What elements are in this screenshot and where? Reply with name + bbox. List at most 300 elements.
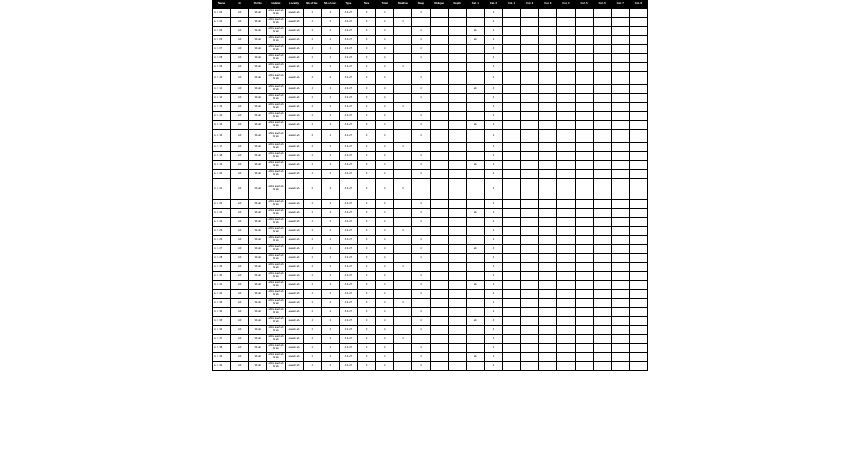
table-cell: 3 [358, 308, 376, 317]
table-cell [521, 112, 539, 121]
table-cell [448, 143, 466, 152]
row-name-cell: A. I. 39 [213, 353, 231, 362]
table-cell [430, 326, 448, 335]
table-cell: 3 [358, 227, 376, 236]
table-cell [575, 161, 593, 170]
table-cell: 4 [412, 94, 430, 103]
table-row [213, 152, 648, 161]
table-cell: 4 [303, 94, 321, 103]
table-cell: 33-ab [249, 299, 267, 308]
table-cell [466, 290, 484, 299]
table-cell [539, 317, 557, 326]
column-header: Name [213, 1, 231, 9]
table-cell: 33-ab [249, 272, 267, 281]
table-cell [412, 227, 430, 236]
table-header [213, 1, 648, 9]
table-cell [448, 63, 466, 72]
table-cell [593, 263, 611, 272]
table-cell [575, 27, 593, 36]
table-cell [430, 94, 448, 103]
table-cell [593, 254, 611, 263]
table-cell: 4 [376, 335, 394, 344]
table-cell: aaaeb ab [285, 308, 303, 317]
table-cell [611, 85, 629, 94]
row-name-cell: A. I. 26 [213, 236, 231, 245]
table-cell [394, 45, 412, 54]
table-cell: 4 [303, 152, 321, 161]
table-cell: 3 [358, 9, 376, 18]
table-cell [521, 317, 539, 326]
table-cell: aaaeb ab [285, 170, 303, 179]
table-cell [466, 218, 484, 227]
table-cell [448, 54, 466, 63]
table-cell [557, 236, 575, 245]
table-cell: 4.4-27 [339, 227, 357, 236]
table-cell: AF [231, 45, 249, 54]
table-cell: 33-ab [249, 263, 267, 272]
table-cell: 4 [484, 152, 502, 161]
table-cell: 4 [303, 54, 321, 63]
table-cell: 4 [484, 290, 502, 299]
table-cell: 4 [394, 103, 412, 112]
table-cell: 3 [358, 290, 376, 299]
column-header: Col. 1 [503, 1, 521, 9]
table-cell [448, 170, 466, 179]
row-name-cell: A. I. 31 [213, 281, 231, 290]
table-row [213, 143, 648, 152]
table-cell [557, 179, 575, 200]
table-cell: 4 [484, 94, 502, 103]
table-cell: 4 [303, 27, 321, 36]
table-cell [430, 272, 448, 281]
row-name-cell: A. I. 03 [213, 9, 231, 18]
table-cell [503, 112, 521, 121]
table-cell: 4 [412, 353, 430, 362]
table-cell [593, 85, 611, 94]
table-cell: 33-ab [249, 85, 267, 94]
table-cell [593, 290, 611, 299]
table-cell [539, 272, 557, 281]
table-row [213, 344, 648, 353]
table-cell [611, 308, 629, 317]
table-cell [466, 299, 484, 308]
table-cell [521, 335, 539, 344]
table-cell [394, 170, 412, 179]
table-cell: 4 [321, 218, 339, 227]
table-cell [466, 9, 484, 18]
table-cell [557, 218, 575, 227]
table-cell [557, 272, 575, 281]
table-cell [575, 45, 593, 54]
table-cell: 3 [358, 121, 376, 130]
row-name-cell: A. I. 27 [213, 245, 231, 254]
table-cell [466, 344, 484, 353]
table-cell: AF [231, 36, 249, 45]
row-name-cell: A. I. 22 [213, 200, 231, 209]
table-cell: AF [231, 227, 249, 236]
table-row [213, 179, 648, 200]
table-cell [629, 218, 647, 227]
table-cell [539, 143, 557, 152]
table-cell [629, 308, 647, 317]
table-cell [539, 209, 557, 218]
table-cell: ahbs aaef ab bf ab [267, 227, 285, 236]
table-cell: 33-ab [249, 121, 267, 130]
table-cell [521, 121, 539, 130]
table-cell [412, 299, 430, 308]
table-cell [521, 344, 539, 353]
table-cell [629, 94, 647, 103]
table-row [213, 272, 648, 281]
table-cell [503, 143, 521, 152]
table-cell: ahbs aaef ab bf ab [267, 209, 285, 218]
table-cell: aaaeb ab [285, 63, 303, 72]
table-cell [539, 9, 557, 18]
table-cell: ahbs aaef ab bf ab [267, 103, 285, 112]
table-cell [575, 112, 593, 121]
table-cell: 4 [376, 209, 394, 218]
table-cell: 4.4-27 [339, 353, 357, 362]
table-cell [448, 72, 466, 85]
table-cell [593, 344, 611, 353]
table-cell: 4 [394, 227, 412, 236]
table-cell: 3 [358, 254, 376, 263]
table-cell [430, 353, 448, 362]
table-cell: 4 [394, 179, 412, 200]
table-cell [593, 63, 611, 72]
table-cell [557, 27, 575, 36]
table-cell [539, 227, 557, 236]
table-cell: 4 [376, 27, 394, 36]
table-cell: aaaeb ab [285, 85, 303, 94]
table-cell [593, 245, 611, 254]
table-cell [394, 254, 412, 263]
table-cell [629, 179, 647, 200]
table-cell [466, 112, 484, 121]
column-header: Col. 7 [611, 1, 629, 9]
table-cell: 4 [321, 299, 339, 308]
table-cell [611, 326, 629, 335]
table-cell: 33-ab [249, 161, 267, 170]
table-cell: 4 [303, 85, 321, 94]
table-cell [593, 54, 611, 63]
table-cell: 33-ab [249, 308, 267, 317]
table-cell [629, 362, 647, 371]
table-cell [521, 263, 539, 272]
column-header: Deep [412, 1, 430, 9]
table-cell: 33-ab [249, 9, 267, 18]
table-cell [611, 103, 629, 112]
table-cell [430, 9, 448, 18]
table-cell: 4 [376, 200, 394, 209]
table-cell: 4.4-27 [339, 179, 357, 200]
table-cell: 4.4-27 [339, 281, 357, 290]
table-cell [466, 179, 484, 200]
table-cell [448, 326, 466, 335]
table-cell: 4 [303, 299, 321, 308]
table-cell [503, 254, 521, 263]
table-cell [629, 299, 647, 308]
table-cell [430, 218, 448, 227]
table-cell: 4 [412, 254, 430, 263]
table-row [213, 200, 648, 209]
column-header: Nb of nuc. [321, 1, 339, 9]
table-cell [448, 308, 466, 317]
table-cell [394, 272, 412, 281]
table-cell: 4 [376, 9, 394, 18]
table-cell [466, 72, 484, 85]
table-cell: ahbs aaef ab bf ab [267, 317, 285, 326]
table-cell: 4.4-27 [339, 27, 357, 36]
table-cell [611, 209, 629, 218]
table-cell [611, 227, 629, 236]
table-cell: 3 [358, 281, 376, 290]
table-cell [448, 263, 466, 272]
table-cell [593, 209, 611, 218]
table-cell [593, 308, 611, 317]
table-cell: ab [466, 161, 484, 170]
table-cell [557, 245, 575, 254]
column-header: Col. 6 [593, 1, 611, 9]
table-cell [448, 362, 466, 371]
table-row [213, 299, 648, 308]
table-cell [394, 72, 412, 85]
table-cell [466, 308, 484, 317]
table-cell [629, 45, 647, 54]
table-cell: AF [231, 72, 249, 85]
table-cell [557, 299, 575, 308]
table-row [213, 308, 648, 317]
table-cell: 33-ab [249, 94, 267, 103]
table-cell [394, 362, 412, 371]
table-cell [557, 121, 575, 130]
table-cell: 4 [376, 362, 394, 371]
table-cell: 4 [484, 27, 502, 36]
table-cell [629, 281, 647, 290]
table-cell: 3 [358, 326, 376, 335]
table-cell [557, 353, 575, 362]
table-cell [521, 200, 539, 209]
table-cell: aaaeb ab [285, 263, 303, 272]
table-cell: 4 [321, 63, 339, 72]
table-cell [503, 290, 521, 299]
table-cell [611, 200, 629, 209]
table-cell [593, 353, 611, 362]
table-row [213, 72, 648, 85]
table-cell: 4 [321, 85, 339, 94]
table-cell: 4.4-27 [339, 18, 357, 27]
table-cell: 4 [376, 299, 394, 308]
table-cell: AF [231, 130, 249, 143]
row-name-cell: A. I. 19 [213, 161, 231, 170]
table-cell: 4 [303, 317, 321, 326]
table-cell: 4 [484, 317, 502, 326]
table-cell: 4 [303, 353, 321, 362]
table-cell: 4.4-27 [339, 290, 357, 299]
row-name-cell: A. I. 30 [213, 272, 231, 281]
row-name-cell: A. I. 05 [213, 27, 231, 36]
column-header: Col. 3 [539, 1, 557, 9]
table-cell [557, 170, 575, 179]
table-row [213, 112, 648, 121]
table-cell: 4 [484, 103, 502, 112]
table-cell [430, 63, 448, 72]
table-cell: 4.4-27 [339, 245, 357, 254]
table-cell [503, 200, 521, 209]
table-cell [539, 335, 557, 344]
table-cell [557, 335, 575, 344]
table-cell: ahbs aaef ab bf ab [267, 72, 285, 85]
table-cell [503, 236, 521, 245]
table-cell [593, 9, 611, 18]
table-cell: 4 [303, 281, 321, 290]
table-cell: AF [231, 254, 249, 263]
table-cell [611, 272, 629, 281]
table-cell [394, 85, 412, 94]
table-cell: ahbs aaef ab bf ab [267, 245, 285, 254]
row-name-cell: A. I. 16 [213, 130, 231, 143]
table-cell [448, 130, 466, 143]
table-cell: 33-ab [249, 170, 267, 179]
table-cell: 3 [358, 200, 376, 209]
table-cell [557, 94, 575, 103]
table-cell [503, 27, 521, 36]
table-cell [448, 94, 466, 103]
table-cell [611, 72, 629, 85]
table-cell: AF [231, 18, 249, 27]
table-cell [593, 121, 611, 130]
table-cell [394, 121, 412, 130]
table-cell [557, 85, 575, 94]
table-cell: ahbs aaef ab bf ab [267, 326, 285, 335]
table-cell [611, 236, 629, 245]
table-cell [521, 36, 539, 45]
table-cell: 3 [358, 272, 376, 281]
table-cell [430, 317, 448, 326]
table-cell [466, 272, 484, 281]
table-cell: ahbs aaef ab bf ab [267, 335, 285, 344]
table-cell: ahbs aaef ab bf ab [267, 344, 285, 353]
table-cell [629, 272, 647, 281]
table-cell [539, 281, 557, 290]
table-cell [629, 335, 647, 344]
table-cell [394, 281, 412, 290]
table-cell [466, 335, 484, 344]
table-cell [611, 362, 629, 371]
table-cell: 4 [376, 263, 394, 272]
table-cell [394, 9, 412, 18]
row-name-cell: A. I. 20 [213, 170, 231, 179]
table-cell [521, 281, 539, 290]
table-cell [521, 209, 539, 218]
table-cell [557, 63, 575, 72]
table-cell: 33-ab [249, 362, 267, 371]
table-cell: AF [231, 245, 249, 254]
table-cell [575, 290, 593, 299]
table-cell [629, 152, 647, 161]
row-name-cell: A. I. 07 [213, 45, 231, 54]
table-cell [611, 121, 629, 130]
table-cell [575, 254, 593, 263]
row-name-cell: A. I. 08 [213, 54, 231, 63]
table-cell: 4 [376, 245, 394, 254]
table-cell [539, 326, 557, 335]
table-cell: AF [231, 290, 249, 299]
table-cell [430, 54, 448, 63]
table-cell: 4 [394, 18, 412, 27]
column-header: Fld No [249, 1, 267, 9]
table-cell: 4 [376, 170, 394, 179]
table-cell: 4 [376, 18, 394, 27]
table-cell: AF [231, 281, 249, 290]
table-cell: 4 [321, 54, 339, 63]
table-cell [611, 45, 629, 54]
table-cell: ahbs aaef ab bf ab [267, 121, 285, 130]
table-cell: 4 [303, 36, 321, 45]
table-cell: 4 [394, 299, 412, 308]
table-cell [575, 245, 593, 254]
row-name-cell: A. I. 40 [213, 362, 231, 371]
table-cell: 4 [376, 179, 394, 200]
table-cell: aaaeb ab [285, 281, 303, 290]
table-cell: AF [231, 209, 249, 218]
table-cell: aaaeb ab [285, 218, 303, 227]
table-cell [448, 218, 466, 227]
table-cell: aaaeb ab [285, 317, 303, 326]
table-cell [430, 143, 448, 152]
table-cell: 4 [321, 179, 339, 200]
table-cell: 4 [303, 45, 321, 54]
table-cell [575, 326, 593, 335]
table-cell [521, 152, 539, 161]
table-cell: 33-ab [249, 130, 267, 143]
table-row [213, 335, 648, 344]
table-cell: 4 [484, 272, 502, 281]
table-row [213, 209, 648, 218]
table-row [213, 353, 648, 362]
data-table [212, 0, 648, 371]
table-cell [539, 161, 557, 170]
table-cell: 4 [484, 245, 502, 254]
table-cell [575, 209, 593, 218]
table-cell: 4 [484, 112, 502, 121]
table-cell [466, 54, 484, 63]
table-cell: 4 [394, 143, 412, 152]
row-name-cell: A. I. 10 [213, 72, 231, 85]
table-row [213, 263, 648, 272]
table-cell [394, 245, 412, 254]
table-cell: 4.4-27 [339, 317, 357, 326]
table-cell: 4 [376, 161, 394, 170]
table-cell [593, 27, 611, 36]
table-cell [521, 45, 539, 54]
table-cell [503, 152, 521, 161]
table-cell: 4.4-27 [339, 152, 357, 161]
table-cell [611, 112, 629, 121]
table-cell: 33-ab [249, 152, 267, 161]
table-cell [448, 112, 466, 121]
table-cell: 4 [484, 326, 502, 335]
table-cell [503, 121, 521, 130]
table-row [213, 236, 648, 245]
table-cell: 4 [303, 112, 321, 121]
table-cell: ahbs aaef ab bf ab [267, 263, 285, 272]
table-cell: 4 [376, 121, 394, 130]
table-cell [575, 63, 593, 72]
table-cell: 4.4-27 [339, 326, 357, 335]
table-cell [593, 36, 611, 45]
table-cell [611, 344, 629, 353]
